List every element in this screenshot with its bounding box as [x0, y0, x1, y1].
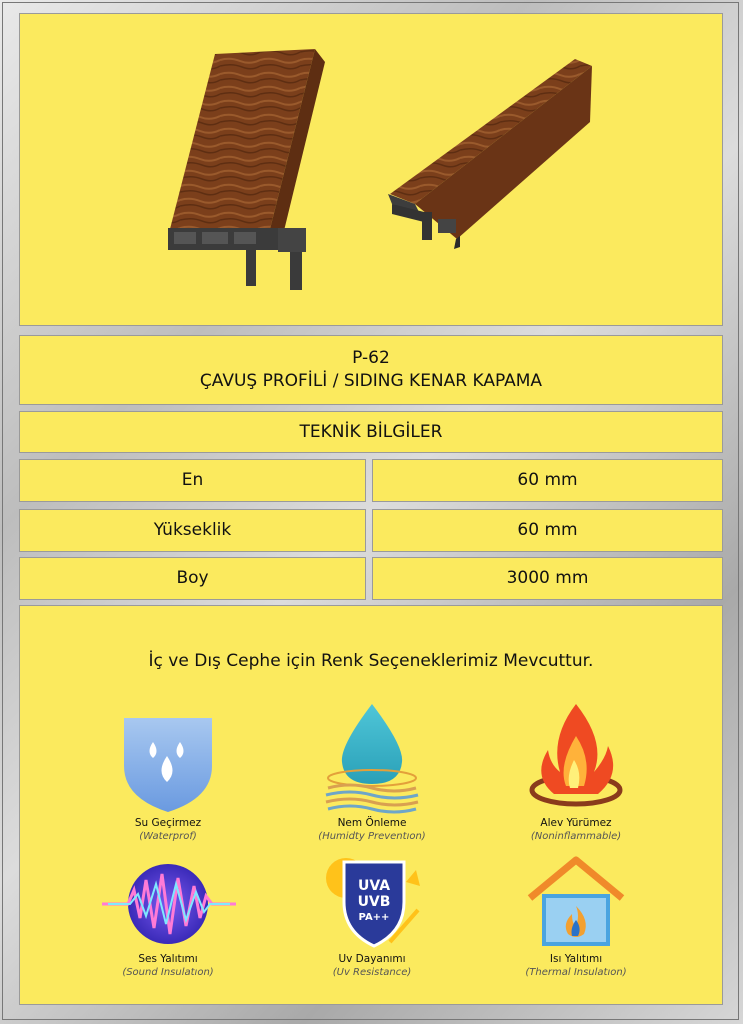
product-title-panel: [19, 335, 723, 405]
specs-heading-panel: [19, 411, 723, 453]
spec-value-height: 60 mm: [372, 509, 723, 552]
product-image-panel: [19, 13, 723, 326]
feature-sound-insulation: Ses Yalıtımı (Sound Insulatıon): [68, 860, 268, 979]
feature-noninflammable: Alev Yürümez (Noninflammable): [476, 702, 676, 843]
uv-shield-icon: [272, 852, 472, 950]
spec-label-width: En: [19, 459, 366, 502]
spec-value-width: 60 mm: [372, 459, 723, 502]
spec-value-length: 3000 mm: [372, 557, 723, 600]
specs-heading: TEKNİK BİLGİLER: [299, 421, 443, 442]
product-image: [20, 14, 722, 325]
profile-small-image: [388, 59, 592, 249]
svg-text:UVA: UVA: [357, 878, 391, 894]
flame-icon: [476, 702, 676, 814]
profile-large-image: [168, 49, 325, 290]
water-drop-icon: [272, 702, 472, 814]
svg-text:UVB: UVB: [357, 894, 391, 910]
feature-uv-resistance: UVA UVB PA++ Uv Dayanımı (Uv Resistance): [272, 852, 472, 979]
colors-note: İç ve Dış Cephe için Renk Seçeneklerimiz Mevcuttur.: [148, 651, 594, 671]
spec-label-length: Boy: [19, 557, 366, 600]
product-name: ÇAVUŞ PROFİLİ / SIDING KENAR KAPAMA: [199, 371, 543, 391]
feature-humidity: Nem Önleme (Humidty Preventıon): [272, 702, 472, 843]
features-panel: [19, 605, 723, 1005]
waterproof-shield-icon: [68, 714, 268, 814]
product-code: P-62: [352, 348, 390, 368]
feature-thermal-insulation: Isı Yalıtımı (Thermal Insulatıon): [476, 854, 676, 979]
house-heat-icon: [476, 854, 676, 950]
sound-wave-icon: [68, 860, 268, 950]
svg-text:PA++: PA++: [358, 912, 390, 923]
feature-waterproof: Su Geçirmez (Waterprof): [68, 714, 268, 843]
spec-label-height: Yükseklik: [19, 509, 366, 552]
